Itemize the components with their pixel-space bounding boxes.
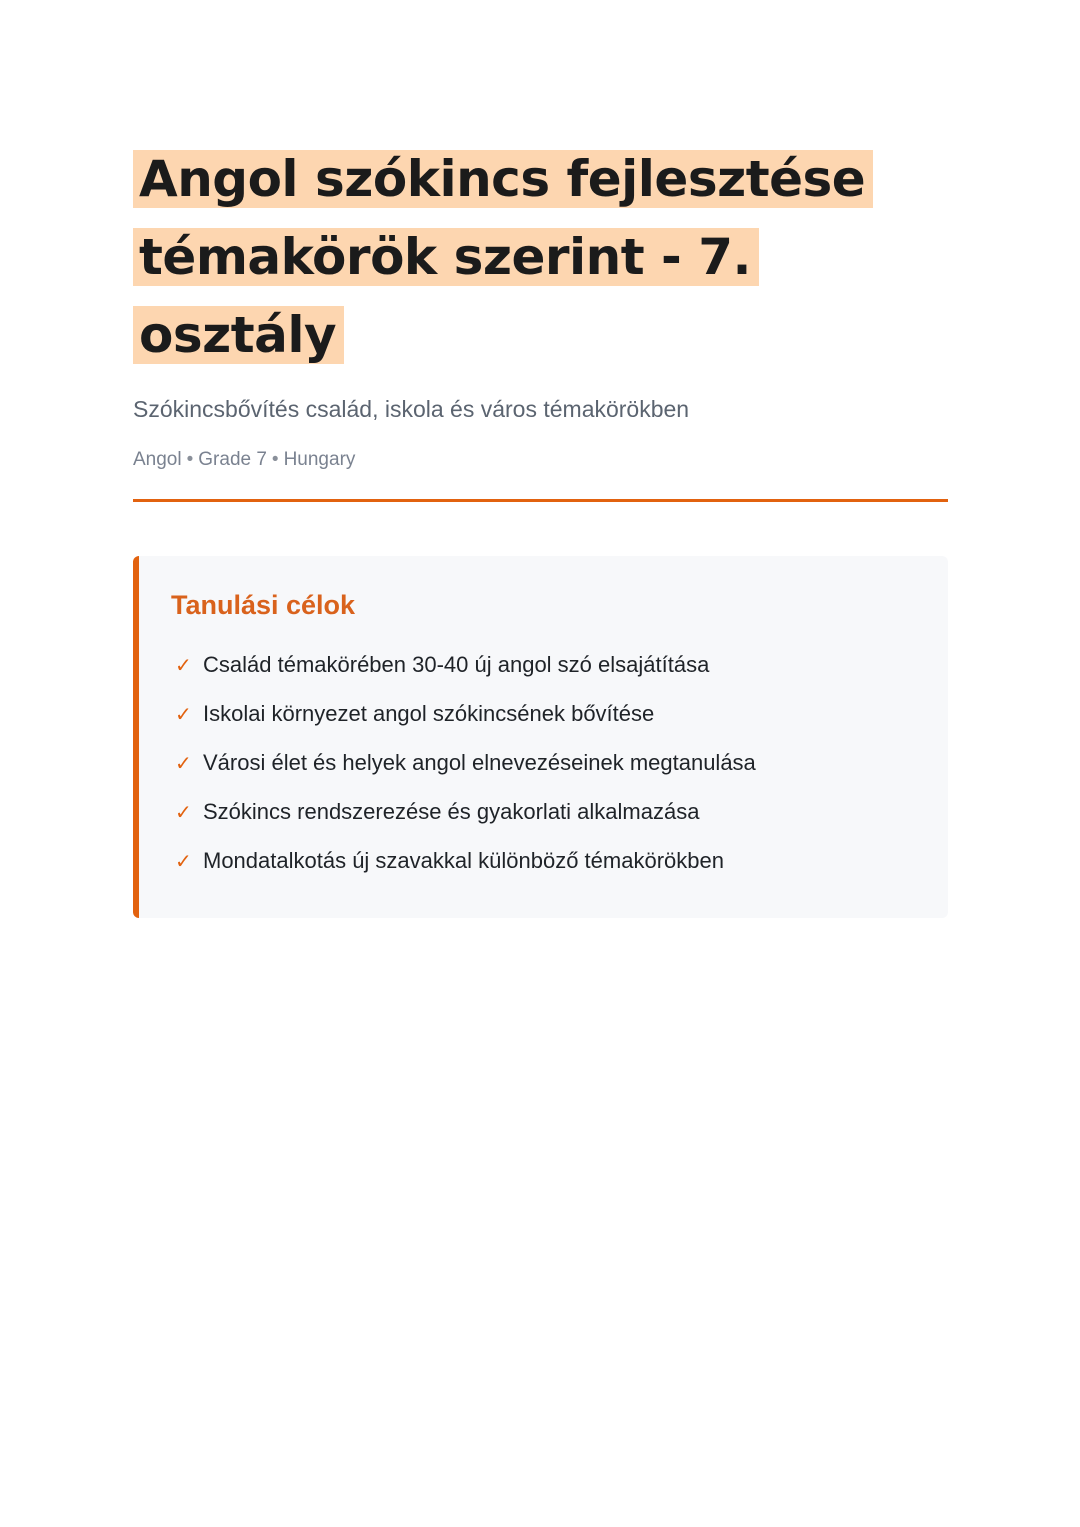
- page-title: [133, 140, 948, 374]
- checkmark-icon: ✓: [175, 802, 192, 824]
- meta-country: Hungary: [283, 449, 356, 470]
- meta-subject: Angol: [133, 449, 182, 470]
- objective-text: Mondatalkotás új szavakkal különböző témakörökben: [203, 848, 724, 873]
- meta-separator: •: [271, 449, 279, 470]
- meta-line: [133, 449, 948, 471]
- list-item: [171, 690, 918, 739]
- objective-text: Szókincs rendszerezése és gyakorlati alkalmazása: [203, 799, 700, 824]
- objective-text: Iskolai környezet angol szókincsének bővítése: [203, 701, 655, 726]
- checkmark-icon: ✓: [175, 655, 192, 677]
- title-line-2: témakörök szerint - 7. osztály: [133, 228, 759, 364]
- learning-objectives-panel: [133, 556, 948, 918]
- checkmark-icon: ✓: [175, 704, 192, 726]
- meta-separator: •: [186, 449, 194, 470]
- page-subtitle: Szókincsbővítés család, iskola és város témakörökben: [133, 396, 690, 422]
- objective-text: Család témakörében 30-40 új angol szó elsajátítása: [203, 652, 710, 677]
- objective-text: Városi élet és helyek angol elnevezéseinek megtanulása: [203, 750, 756, 775]
- document-page: [133, 140, 948, 918]
- title-line-1: Angol szókincs fejlesztése: [133, 150, 873, 208]
- objectives-list: [171, 641, 918, 886]
- checkmark-icon: ✓: [175, 753, 192, 775]
- list-item: [171, 641, 918, 690]
- objectives-heading: Tanulási célok: [171, 590, 356, 620]
- list-item: [171, 788, 918, 837]
- meta-grade: Grade 7: [198, 449, 267, 470]
- list-item: [171, 739, 918, 788]
- header-divider: [133, 499, 948, 502]
- checkmark-icon: ✓: [175, 851, 192, 873]
- list-item: [171, 837, 918, 886]
